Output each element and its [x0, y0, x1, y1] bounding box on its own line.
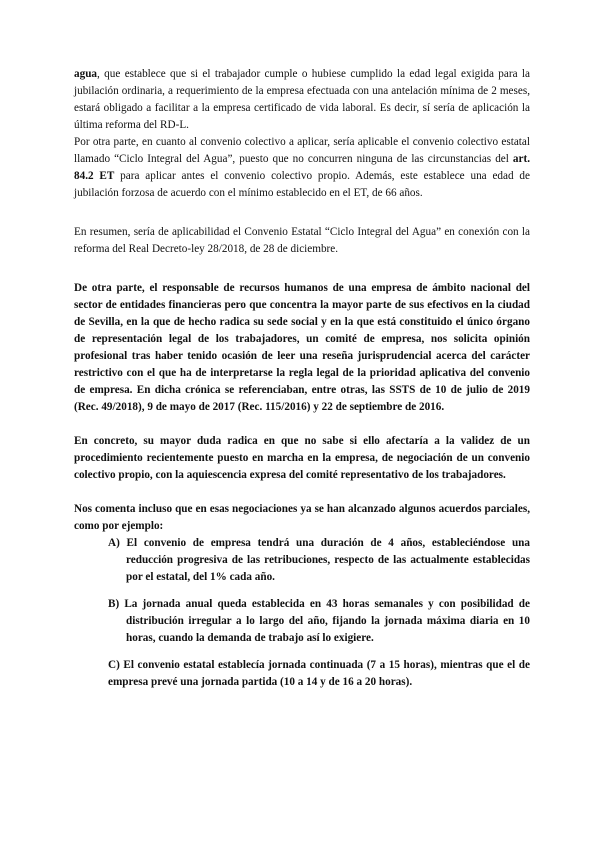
bold-article: art. 84.2 ET — [74, 153, 530, 182]
agreements-list — [74, 535, 530, 691]
paragraph-text: , que establece que si el trabajador cumple o hubiese cumplido la edad legal exigida para la jubilación ordinaria, a requerimiento de la empresa efectuada con una antelación mínima de 2 meses, estará obligado a facilitar a la empresa certificado de vida laboral. Es decir, sí sería de aplicación la última reforma del RD-L. — [74, 68, 530, 131]
paragraph-text: para aplicar antes el convenio colectivo propio. Además, este establece una edad de jubilación forzosa de acuerdo con el mínimo establecido en el ET, de 66 años. — [74, 170, 530, 199]
list-item-a: A) El convenio de empresa tendrá una duración de 4 años, estableciéndose una reducción progresiva de las retribuciones, respecto de las actualmente establecidas por el estatal, del 1% cada año. — [108, 537, 530, 583]
paragraph-summary: En resumen, sería de aplicabilidad el Convenio Estatal “Ciclo Integral del Agua” en conexión con la reforma del Real Decreto-ley 28/2018, de 28 de diciembre. — [74, 226, 530, 255]
paragraph-collective-agreement — [74, 134, 530, 202]
document-page — [74, 66, 530, 691]
spacer — [74, 647, 530, 657]
spacer — [74, 202, 530, 224]
bold-term: agua — [74, 68, 98, 80]
list-item-c: C) El convenio estatal establecía jornada continuada (7 a 15 horas), mientras que el de empresa prevé una jornada partida (10 a 14 y de 16 a 20 horas). — [108, 659, 530, 688]
paragraph-retirement — [74, 66, 530, 134]
paragraph-agreements-intro: Nos comenta incluso que en esas negociaciones ya se han alcanzado algunos acuerdos parciales, como por ejemplo: — [74, 503, 530, 532]
spacer — [74, 484, 530, 501]
list-item-b: B) La jornada anual queda establecida en 43 horas semanales y con posibilidad de distribución irregular a lo largo del año, fijando la jornada máxima diaria en 10 horas, cuando la demanda de trabajo así lo exigiere. — [108, 598, 530, 644]
spacer — [74, 416, 530, 433]
paragraph-case: De otra parte, el responsable de recursos humanos de una empresa de ámbito nacional del sector de entidades financieras pero que concentra la mayor parte de sus efectivos en la ciudad de Sevilla, en la que de hecho radica su sede social y en la que está constituido el único órgano de representación legal de los trabajadores, un comité de empresa, nos solicita opinión profesional tras haber tenido ocasión de leer una reseña jurisprudencial acerca del carácter restrictivo con el que ha de interpretarse la regla legal de la prioridad aplicativa del convenio de empresa. En dicha crónica se referenciaban, entre otras, las SSTS de 10 de julio de 2019 (Rec. 49/2018), 9 de mayo de 2017 (Rec. 115/2016) y 22 de septiembre de 2016. — [74, 282, 530, 413]
paragraph-doubt: En concreto, su mayor duda radica en que no sabe si ello afectaría a la validez de un procedimiento recientemente puesto en marcha en la empresa, de negociación de un convenio colectivo propio, con la aquiescencia expresa del comité representativo de los trabajadores. — [74, 435, 530, 481]
paragraph-text: Por otra parte, en cuanto al convenio colectivo a aplicar, sería aplicable el convenio colectivo estatal llamado “Ciclo Integral del Agua”, puesto que no concurren ninguna de las circunstancias del — [74, 136, 530, 165]
spacer — [74, 258, 530, 280]
spacer — [74, 586, 530, 596]
